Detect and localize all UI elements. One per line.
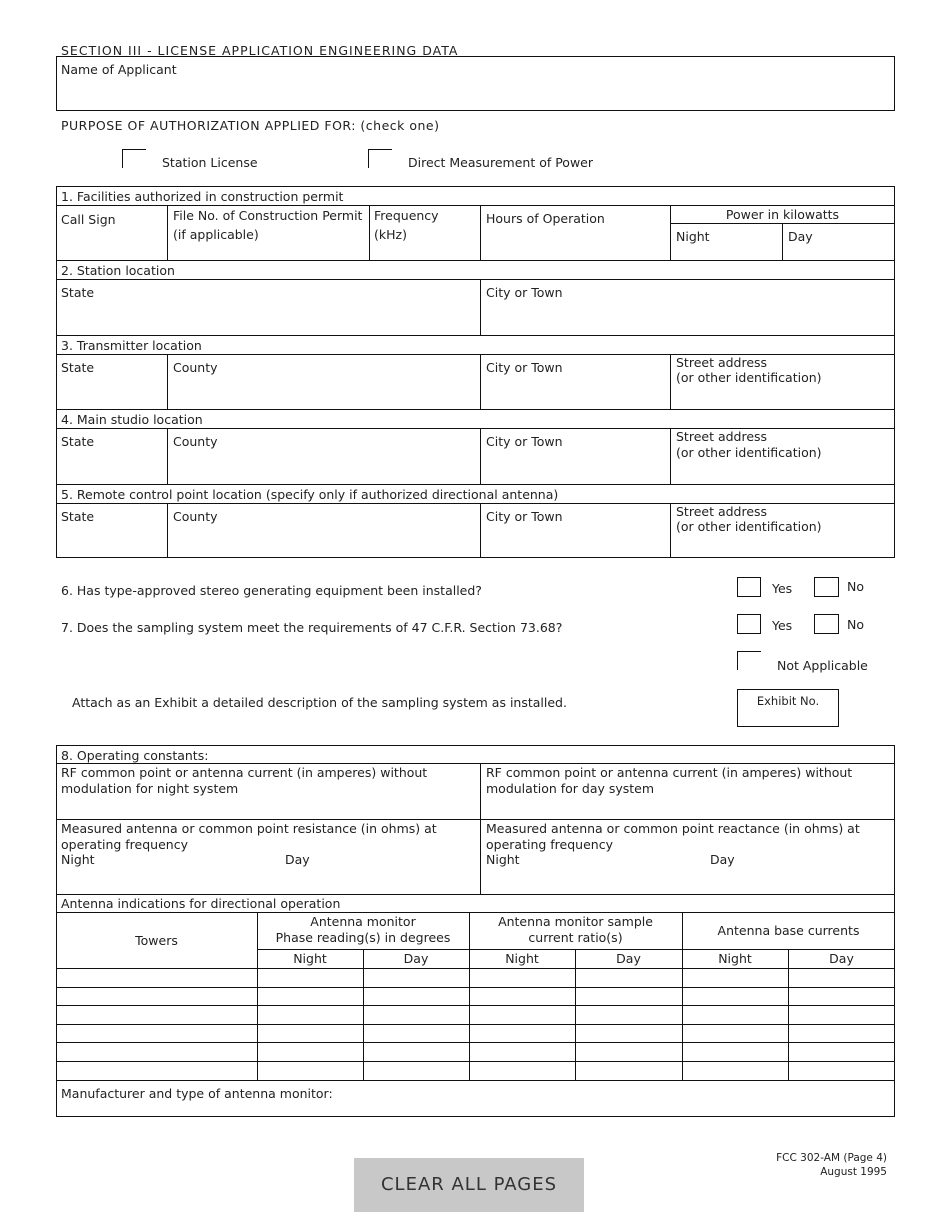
q7-na-label: Not Applicable <box>777 658 868 673</box>
studio-city-label: City or Town <box>486 434 563 449</box>
transmitter-location-title: 3. Transmitter location <box>61 338 202 353</box>
rf-night-label: RF common point or antenna current (in amperes) without <box>61 765 428 780</box>
resistance-day-label: Day <box>285 852 310 867</box>
towers-header: Towers <box>135 933 178 948</box>
remote-city-label: City or Town <box>486 509 563 524</box>
q7-no-checkbox[interactable] <box>814 614 839 634</box>
frequency-unit-label: (kHz) <box>374 227 407 242</box>
purpose-label: PURPOSE OF AUTHORIZATION APPLIED FOR: (check one) <box>61 118 440 133</box>
tower-row[interactable] <box>57 969 894 987</box>
power-label: Power in kilowatts <box>725 207 840 222</box>
applicant-name-label: Name of Applicant <box>61 62 177 77</box>
tower-row[interactable] <box>57 1043 894 1061</box>
section-title: SECTION III - LICENSE APPLICATION ENGINEERING DATA <box>61 43 459 58</box>
base-day-header: Day <box>829 951 854 966</box>
transmitter-city-label: City or Town <box>486 360 563 375</box>
power-day-label: Day <box>788 229 813 244</box>
transmitter-street-sublabel: (or other identification) <box>676 370 822 385</box>
form-number: FCC 302-AM (Page 4) <box>776 1152 887 1164</box>
q6-text: 6. Has type-approved stereo generating equipment been installed? <box>61 583 482 598</box>
reactance-night-label: Night <box>486 852 520 867</box>
q6-no-checkbox[interactable] <box>814 577 839 597</box>
phase-day-header: Day <box>403 951 429 966</box>
remote-state-label: State <box>61 509 95 524</box>
station-location-title: 2. Station location <box>61 263 175 278</box>
resistance-label: Measured antenna or common point resistance (in ohms) at <box>61 821 437 836</box>
station-license-label: Station License <box>162 155 258 170</box>
form-date: August 1995 <box>820 1166 887 1178</box>
remote-county-label: County <box>173 509 218 524</box>
exhibit-text: Attach as an Exhibit a detailed description of the sampling system as installed. <box>72 695 567 710</box>
rf-night-sublabel: modulation for night system <box>61 781 239 796</box>
hours-label: Hours of Operation <box>486 211 605 226</box>
phase-header: Antenna monitor <box>310 914 416 929</box>
direct-measurement-checkbox[interactable] <box>368 149 392 168</box>
rf-day-sublabel: modulation for day system <box>486 781 655 796</box>
base-header: Antenna base currents <box>717 923 860 938</box>
ratio-night-header: Night <box>505 951 539 966</box>
file-no-label: File No. of Construction Permit <box>173 208 363 223</box>
q6-no-label: No <box>847 579 864 594</box>
frequency-label: Frequency <box>374 208 439 223</box>
phase-night-header: Night <box>293 951 327 966</box>
transmitter-county-label: County <box>173 360 218 375</box>
ratio-subheader: current ratio(s) <box>528 930 623 945</box>
reactance-day-label: Day <box>710 852 735 867</box>
remote-street-label: Street address <box>676 504 768 519</box>
tower-row[interactable] <box>57 1006 894 1024</box>
applicant-name-field[interactable] <box>56 56 895 111</box>
constants-title: 8. Operating constants: <box>61 748 209 763</box>
manufacturer-label: Manufacturer and type of antenna monitor: <box>61 1086 333 1101</box>
manufacturer-field[interactable] <box>57 1101 894 1116</box>
reactance-sublabel: operating frequency <box>486 837 613 852</box>
q6-yes-label: Yes <box>772 581 793 596</box>
clear-all-pages-button[interactable]: CLEAR ALL PAGES <box>354 1158 584 1212</box>
tower-row[interactable] <box>57 1025 894 1042</box>
resistance-sublabel: operating frequency <box>61 837 188 852</box>
studio-state-label: State <box>61 434 95 449</box>
transmitter-state-label: State <box>61 360 95 375</box>
studio-location-title: 4. Main studio location <box>61 412 203 427</box>
exhibit-number-label: Exhibit No. <box>756 694 820 708</box>
station-city-label: City or Town <box>486 285 563 300</box>
q7-text: 7. Does the sampling system meet the requirements of 47 C.F.R. Section 73.68? <box>61 620 563 635</box>
ratio-day-header: Day <box>616 951 641 966</box>
transmitter-street-label: Street address <box>676 355 768 370</box>
station-state-label: State <box>61 285 95 300</box>
studio-street-sublabel: (or other identification) <box>676 445 822 460</box>
reactance-label: Measured antenna or common point reactance (in ohms) at <box>486 821 860 836</box>
ratio-header: Antenna monitor sample <box>498 914 653 929</box>
q7-no-label: No <box>847 617 864 632</box>
resistance-night-label: Night <box>61 852 95 867</box>
studio-street-label: Street address <box>676 429 768 444</box>
file-no-sublabel: (if applicable) <box>173 227 259 242</box>
remote-location-title: 5. Remote control point location (specify only if authorized directional antenna) <box>61 487 559 502</box>
call-sign-label: Call Sign <box>61 212 116 227</box>
direct-measurement-label: Direct Measurement of Power <box>408 155 594 170</box>
rf-day-label: RF common point or antenna current (in amperes) without <box>486 765 853 780</box>
power-night-label: Night <box>676 229 710 244</box>
q7-na-checkbox[interactable] <box>737 651 761 670</box>
tower-row[interactable] <box>57 1062 894 1080</box>
studio-county-label: County <box>173 434 218 449</box>
q7-yes-checkbox[interactable] <box>737 614 761 634</box>
facilities-title: 1. Facilities authorized in construction permit <box>61 189 344 204</box>
station-license-checkbox[interactable] <box>122 149 146 168</box>
remote-street-sublabel: (or other identification) <box>676 519 822 534</box>
antenna-title: Antenna indications for directional operation <box>61 896 341 911</box>
tower-row[interactable] <box>57 988 894 1005</box>
base-night-header: Night <box>718 951 752 966</box>
q6-yes-checkbox[interactable] <box>737 577 761 597</box>
q7-yes-label: Yes <box>772 618 793 633</box>
phase-subheader: Phase reading(s) in degrees <box>275 930 451 945</box>
